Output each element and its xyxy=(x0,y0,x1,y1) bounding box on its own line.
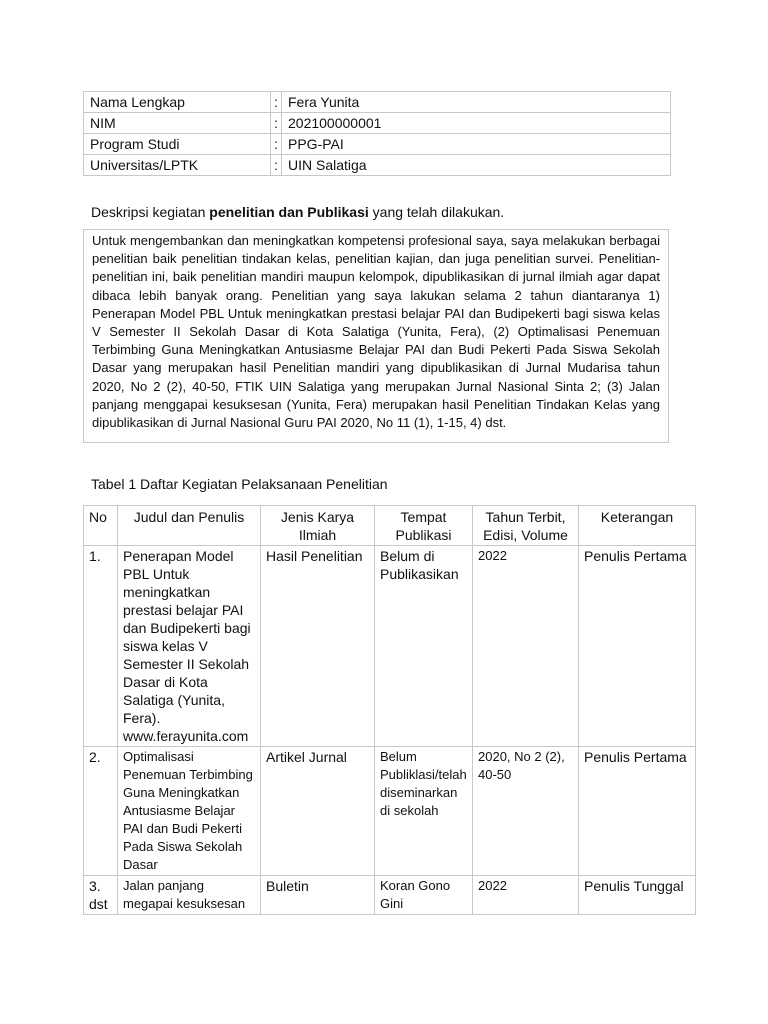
table-row xyxy=(84,747,696,876)
cell-judul: Penerapan Model PBL Untuk meningkatkan prestasi belajar PAI dan Budipekerti bagi siswa kelas V Semester II Sekolah Dasar di Kota Salatiga (Yunita, Fera). www.ferayunita.com xyxy=(118,546,261,747)
cell-tahun: 2022 xyxy=(473,876,579,915)
cell-tahun: 2020, No 2 (2), 40-50 xyxy=(473,747,579,876)
table-row xyxy=(84,546,696,747)
heading-text-before: Deskripsi kegiatan xyxy=(91,204,210,220)
header-tahun: Tahun Terbit, Edisi, Volume xyxy=(473,506,579,546)
identity-row-prodi xyxy=(84,134,671,155)
cell-keterangan: Penulis Tunggal xyxy=(579,876,696,915)
description-text: Untuk mengembankan dan meningkatkan kompetensi profesional saya, saya melakukan berbagai penelitian baik penelitian tindakan kelas, penelitian kajian, dan juga penelitian survei. Penelitian-penelitian ini, baik penelitian mandiri maupun kelompok, dipublikasikan di jurnal ilmiah agar dapat dibaca lebih banyak orang. Penelitian yang saya lakukan selama 2 tahun diantaranya 1) Penerapan Model PBL Untuk meningkatkan prestasi belajar PAI dan Budipekerti bagi siswa kelas V Semester II Sekolah Dasar di Kota Salatiga (Yunita, Fera), (2) Optimalisasi Penemuan Terbimbing Guna Meningkatkan Antusiasme Belajar PAI dan Budi Pekerti Pada Siswa Sekolah Dasar yang merupakan hasil Penelitian mandiri yang dipublikasikan di Jurnal Mudarisa tahun 2020, No 2 (2), 40-50, FTIK UIN Salatiga yang merupakan Jurnal Nasional Sinta 2; (3) Jalan panjang menggapai kesuksesan (Yunita, Fera) merupakan hasil Penelitian Tindakan Kelas yang dipublikasikan di Jurnal Nasional Guru PAI 2020, No 11 (1), 1-15, 4) dst. xyxy=(92,233,660,431)
cell-keterangan: Penulis Pertama xyxy=(579,747,696,876)
cell-jenis: Artikel Jurnal xyxy=(261,747,375,876)
cell-judul: Optimalisasi Penemuan Terbimbing Guna Meningkatkan Antusiasme Belajar PAI dan Budi Pekerti Pada Siswa Sekolah Dasar xyxy=(118,747,261,876)
cell-judul: Jalan panjang megapai kesuksesan xyxy=(118,876,261,915)
cell-tempat: Belum Publiklasi/telah diseminarkan di sekolah xyxy=(375,747,473,876)
section-heading xyxy=(91,203,504,221)
cell-tempat: Koran Gono Gini xyxy=(375,876,473,915)
identity-value: PPG-PAI xyxy=(282,134,671,155)
cell-jenis: Hasil Penelitian xyxy=(261,546,375,747)
identity-row-nim xyxy=(84,113,671,134)
identity-value: 202100000001 xyxy=(282,113,671,134)
identity-separator: : xyxy=(271,92,282,113)
header-tempat: Tempat Publikasi xyxy=(375,506,473,546)
table-row xyxy=(84,876,696,915)
header-no: No xyxy=(84,506,118,546)
table-header-row xyxy=(84,506,696,546)
identity-label: Program Studi xyxy=(84,134,271,155)
identity-label: Universitas/LPTK xyxy=(84,155,271,176)
identity-table xyxy=(83,91,671,176)
cell-keterangan: Penulis Pertama xyxy=(579,546,696,747)
header-keterangan: Keterangan xyxy=(579,506,696,546)
cell-tahun: 2022 xyxy=(473,546,579,747)
description-box xyxy=(83,229,669,443)
cell-no: 2. xyxy=(84,747,118,876)
identity-row-nama xyxy=(84,92,671,113)
cell-jenis: Buletin xyxy=(261,876,375,915)
identity-value: UIN Salatiga xyxy=(282,155,671,176)
identity-value: Fera Yunita xyxy=(282,92,671,113)
identity-separator: : xyxy=(271,155,282,176)
heading-text-after: yang telah dilakukan. xyxy=(368,204,505,220)
identity-separator: : xyxy=(271,134,282,155)
activities-table xyxy=(83,505,696,915)
table-caption: Tabel 1 Daftar Kegiatan Pelaksanaan Penelitian xyxy=(91,476,388,492)
identity-separator: : xyxy=(271,113,282,134)
identity-label: NIM xyxy=(84,113,271,134)
cell-tempat: Belum di Publikasikan xyxy=(375,546,473,747)
cell-no: 3. dst xyxy=(84,876,118,915)
heading-text-bold: penelitian dan Publikasi xyxy=(209,204,369,220)
header-judul: Judul dan Penulis xyxy=(118,506,261,546)
identity-label: Nama Lengkap xyxy=(84,92,271,113)
header-jenis: Jenis Karya Ilmiah xyxy=(261,506,375,546)
identity-row-universitas xyxy=(84,155,671,176)
cell-no: 1. xyxy=(84,546,118,747)
